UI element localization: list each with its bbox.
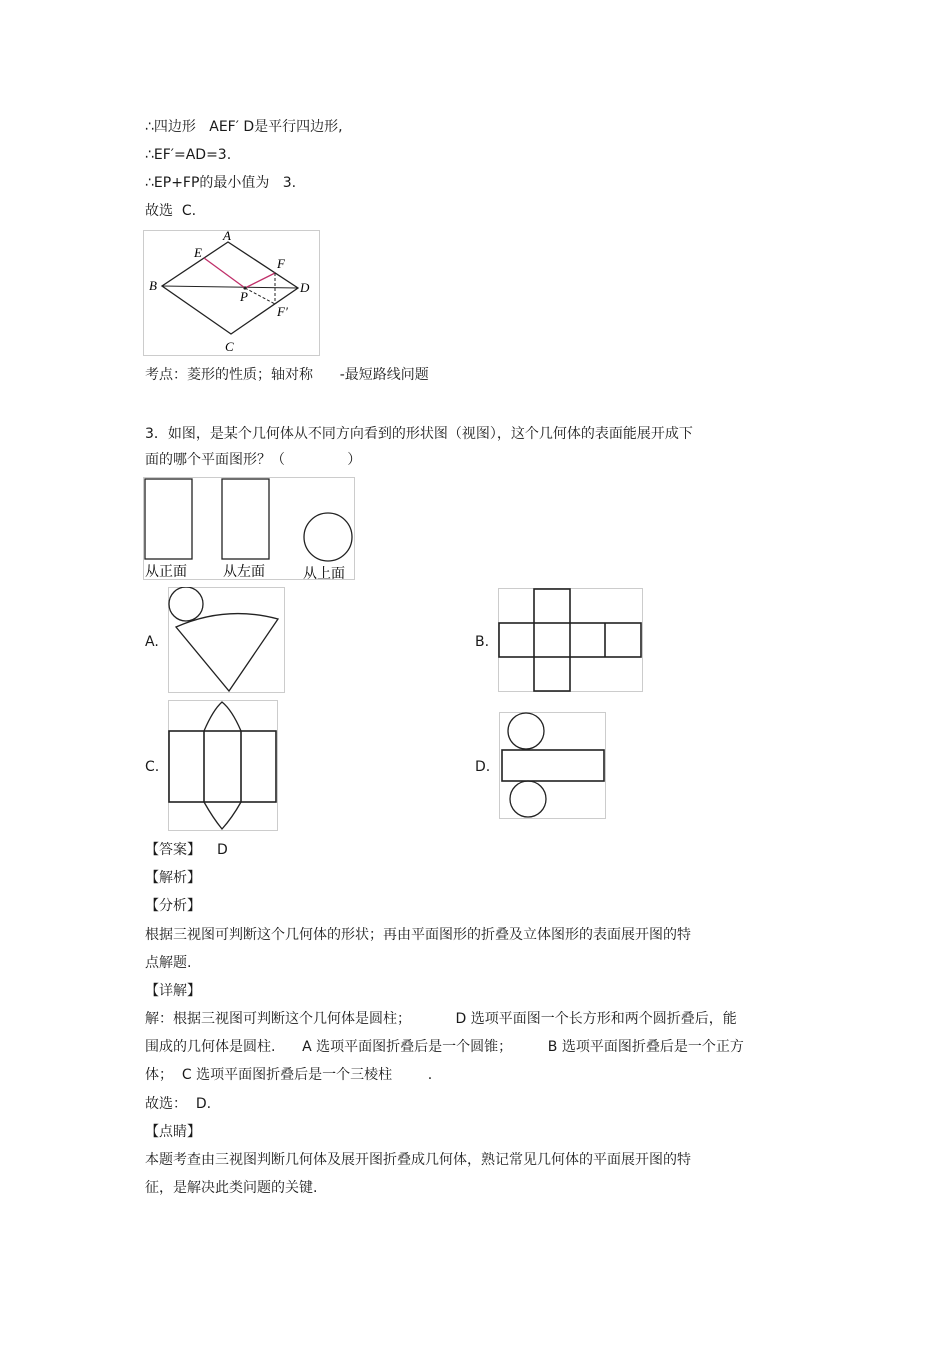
caption-left: 从左面 <box>223 564 265 580</box>
jiexi-heading: 【解析】 <box>145 870 201 886</box>
left-view-rect <box>222 479 269 559</box>
option-d-figure[interactable] <box>499 712 606 819</box>
solution-line-3: ∴EP+FP的最小值为 3. <box>145 175 297 191</box>
label-d: D <box>300 280 310 295</box>
dianjing-heading: 【点睛】 <box>145 1124 201 1140</box>
answer-value: D <box>217 842 228 858</box>
dianjing-line-1: 本题考查由三视图判断几何体及展开图折叠成几何体，熟记常见几何体的平面展开图的特 <box>145 1152 691 1168</box>
three-views-figure <box>143 477 355 580</box>
top-view-circle <box>304 513 352 561</box>
xiangjie-heading: 【详解】 <box>145 983 201 999</box>
solution-line-1: ∴四边形 AEF′ D是平行四边形, <box>145 119 343 135</box>
dianjing-line-2: 征，是解决此类问题的关键. <box>145 1180 318 1196</box>
fenxi-line-2: 点解题. <box>145 955 192 971</box>
label-b: B <box>149 278 157 293</box>
option-c-label[interactable]: C. <box>145 759 160 775</box>
option-c-figure[interactable] <box>168 700 278 831</box>
label-f: F <box>277 256 285 271</box>
label-f-prime: F′ <box>277 304 288 319</box>
question-stem-line-2: 面的哪个平面图形？（ ） <box>145 452 362 468</box>
detail-line-2: 围成的几何体是圆柱. A 选项平面图折叠后是一个圆锥； B 选项平面图折叠后是一个正方 <box>145 1039 744 1055</box>
rhombus-figure <box>143 230 320 356</box>
solution-line-2: ∴EF′=AD=3. <box>145 147 232 163</box>
option-d-label[interactable]: D. <box>475 759 491 775</box>
detail-line-1: 解：根据三视图可判断这个几何体是圆柱； D 选项平面图一个长方形和两个圆折叠后，能 <box>145 1011 737 1027</box>
detail-line-3: 体； C 选项平面图折叠后是一个三棱柱 . <box>145 1067 433 1083</box>
label-e: E <box>194 245 202 260</box>
answer-label: 【答案】 <box>145 842 201 858</box>
option-b-figure[interactable] <box>498 588 643 692</box>
kaodian-line: 考点：菱形的性质；轴对称 -最短路线问题 <box>145 367 429 383</box>
caption-front: 从正面 <box>145 564 187 580</box>
conclusion-line: 故选： D. <box>145 1096 212 1112</box>
option-a-figure[interactable] <box>168 587 285 693</box>
label-p: P <box>240 289 248 304</box>
option-b-label[interactable]: B. <box>475 634 490 650</box>
fenxi-line-1: 根据三视图可判断这个几何体的形状；再由平面图形的折叠及立体图形的表面展开图的特 <box>145 927 691 943</box>
answer-line <box>145 841 228 859</box>
front-view-rect <box>145 479 192 559</box>
fenxi-heading: 【分析】 <box>145 898 201 914</box>
option-a-label[interactable]: A. <box>145 634 159 650</box>
caption-top: 从上面 <box>303 566 345 580</box>
question-stem-line-1: 3．如图，是某个几何体从不同方向看到的形状图（视图），这个几何体的表面能展开成下 <box>145 426 693 442</box>
solution-conclusion: 故选 C. <box>145 203 197 219</box>
label-c: C <box>225 339 234 354</box>
label-a: A <box>223 230 231 243</box>
